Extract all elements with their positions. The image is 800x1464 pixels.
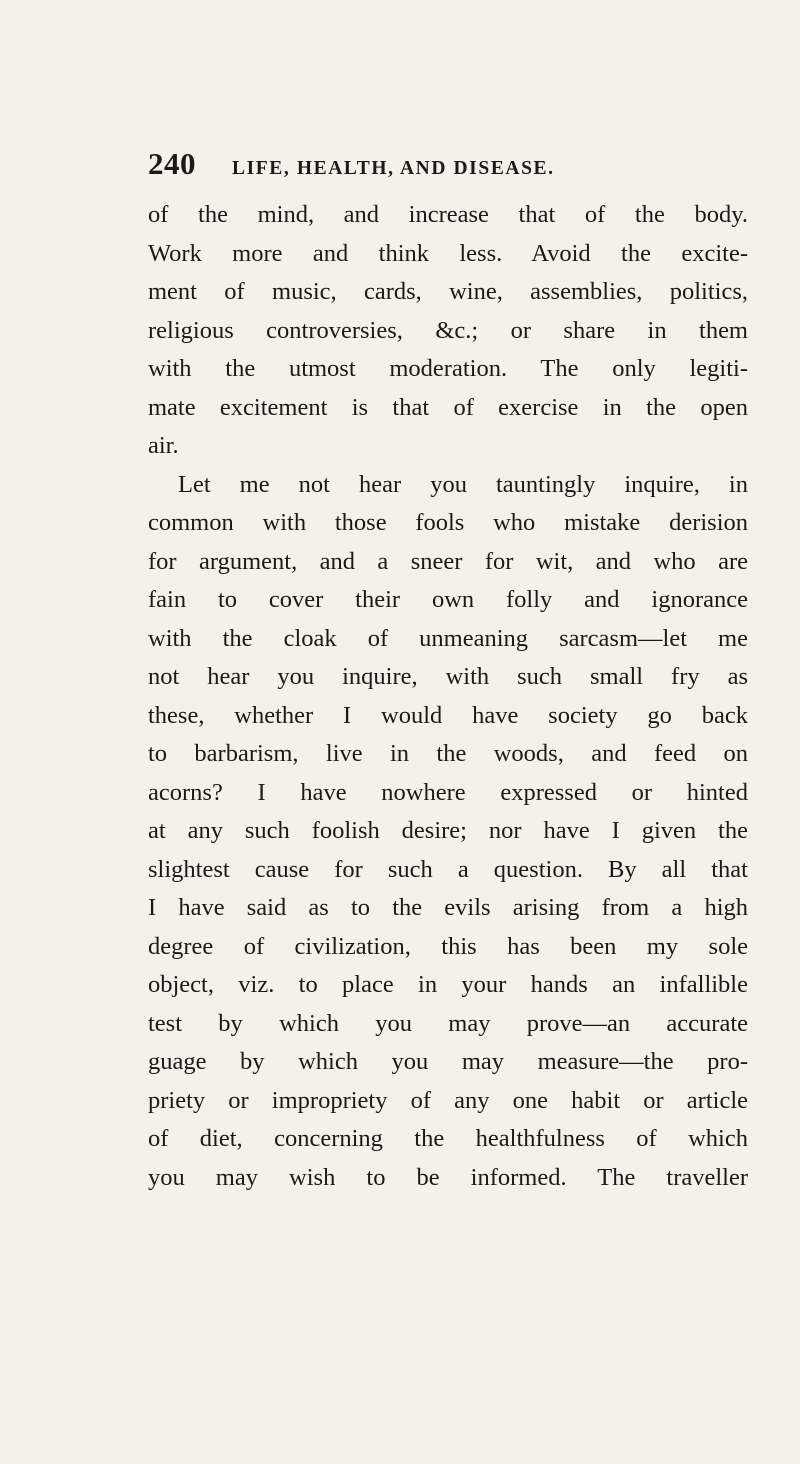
text-line: priety or impropriety of any one habit or article bbox=[148, 1086, 748, 1114]
text-line: guage by which you may measure—the pro- bbox=[148, 1048, 748, 1075]
text-line: you may wish to be informed. The traveller bbox=[148, 1163, 748, 1191]
text-line: these, whether I would have society go back bbox=[148, 701, 748, 729]
text-line: common with those fools who mistake derision bbox=[148, 509, 748, 536]
text-line: to barbarism, live in the woods, and feed on bbox=[148, 740, 748, 767]
text-line: with the utmost moderation. The only legiti- bbox=[148, 355, 748, 382]
page-number: 240 bbox=[148, 146, 196, 181]
text-line: religious controversies, &c.; or share in them bbox=[148, 316, 748, 344]
text-line: test by which you may prove—an accurate bbox=[148, 1009, 748, 1037]
running-title: LIFE, HEALTH, AND DISEASE. bbox=[232, 158, 555, 179]
text-line: acorns? I have nowhere expressed or hinted bbox=[148, 778, 748, 806]
text-line-paragraph-start: Let me not hear you tauntingly inquire, in bbox=[178, 470, 748, 498]
text-line: I have said as to the evils arising from a high bbox=[148, 894, 748, 921]
text-line: Work more and think less. Avoid the excite- bbox=[148, 239, 748, 267]
text-line: of diet, concerning the healthfulness of which bbox=[148, 1125, 748, 1152]
text-line-paragraph-end: air. bbox=[148, 432, 179, 459]
text-line: object, viz. to place in your hands an infallible bbox=[148, 971, 748, 998]
text-line: slightest cause for such a question. By all that bbox=[148, 855, 748, 883]
text-line: not hear you inquire, with such small fry as bbox=[148, 663, 748, 690]
text-line: of the mind, and increase that of the body. bbox=[148, 201, 748, 228]
text-line: mate excitement is that of exercise in the open bbox=[148, 393, 748, 421]
text-line: degree of civilization, this has been my sole bbox=[148, 932, 748, 960]
text-line: with the cloak of unmeaning sarcasm—let me bbox=[148, 624, 748, 652]
text-line: for argument, and a sneer for wit, and who are bbox=[148, 547, 748, 575]
text-line: fain to cover their own folly and ignorance bbox=[148, 586, 748, 613]
text-line: ment of music, cards, wine, assemblies, politics, bbox=[148, 278, 748, 305]
text-line: at any such foolish desire; nor have I given the bbox=[148, 817, 748, 844]
body-text bbox=[148, 196, 748, 1197]
running-head bbox=[148, 146, 748, 182]
